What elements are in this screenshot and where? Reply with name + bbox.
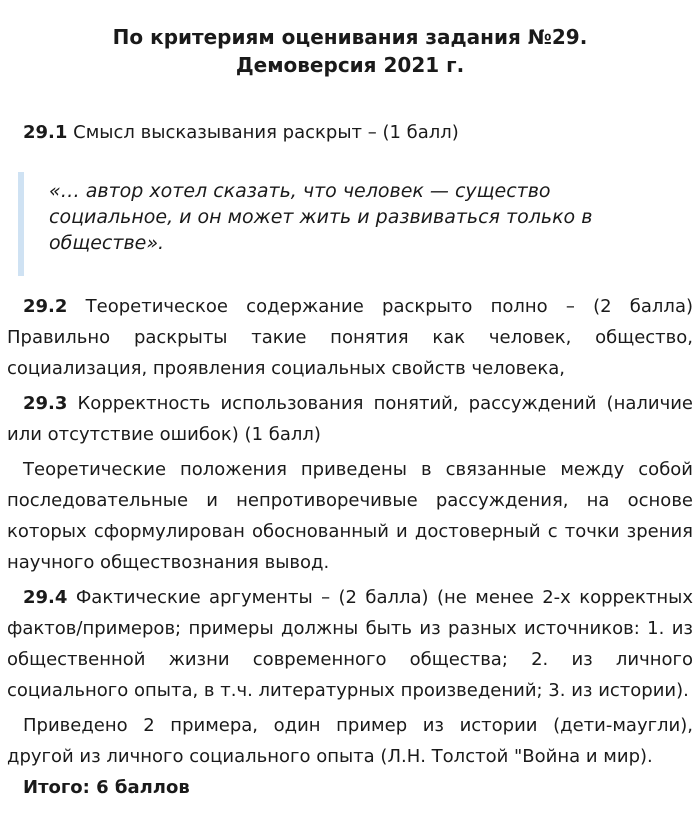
total-score: Итого: 6 баллов [23,777,190,798]
criterion-text: Фактические аргументы – (2 балла) (не менее 2-х корректных фактов/примеров; примеры должны быть из разных источников: 1. из общественной жизни современного общества; 2. из личного социального опыта, в т.ч. литературных произведений; 3. из истории). [7,587,693,701]
criterion-number: 29.1 [23,122,68,143]
criterion-text: Корректность использования понятий, рассуждений (наличие или отсутствие ошибок) (1 балл) [7,393,693,445]
criterion-29-3 [7,388,693,450]
criterion-29-4 [7,582,693,706]
criterion-29-3-detail: Теоретические положения приведены в связанные между собой последовательные и непротиворечивые рассуждения, на основе которых сформулирован обоснованный и достоверный с точки зрения научного обществознания вывод. [7,459,693,573]
criterion-number: 29.2 [23,296,68,317]
title-line-1: По критериям оценивания задания №29. [112,25,588,49]
criterion-number: 29.3 [23,393,68,414]
title-line-2: Демоверсия 2021 г. [235,53,465,77]
blockquote-statement: «… автор хотел сказать, что человек — существо социальное, и он может жить и развиваться только в обществе». [18,172,693,276]
criterion-29-4-detail: Приведено 2 примера, один пример из истории (дети-маугли), другой из личного социального опыта (Л.Н. Толстой "Война и мир). [7,715,693,767]
criterion-text: Смысл высказывания раскрыт – (1 балл) [67,122,459,143]
criterion-number: 29.4 [23,587,68,608]
criterion-29-1 [7,117,693,148]
criterion-29-2 [7,291,693,384]
document-title [7,0,693,79]
criterion-text: Теоретическое содержание раскрыто полно – (2 балла) Правильно раскрыты такие понятия как человек, общество, социализация, проявления социальных свойств человека, [7,296,693,379]
